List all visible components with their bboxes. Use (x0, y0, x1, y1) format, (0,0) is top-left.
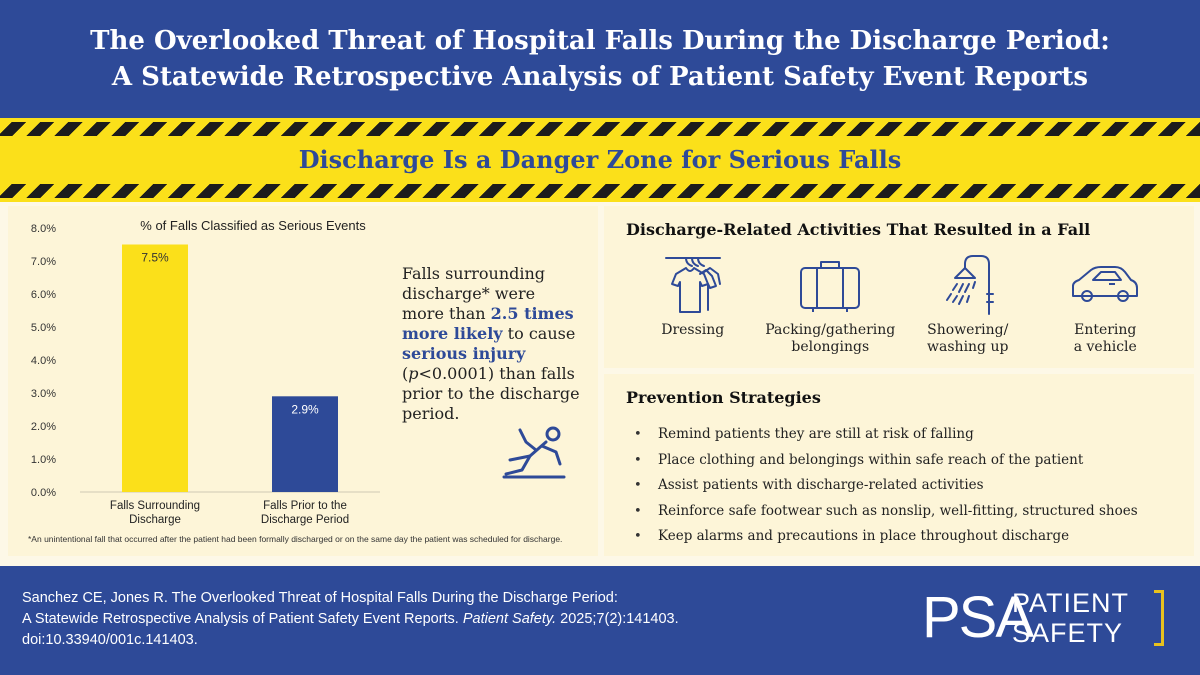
y-tick-label: 5.0% (30, 322, 56, 334)
activities-panel (604, 206, 1194, 368)
activity-label: Entering a vehicle (1073, 322, 1137, 355)
banner-title: Discharge Is a Danger Zone for Serious Falls (298, 145, 902, 174)
activity-packing (762, 254, 900, 356)
citation-journal: Patient Safety. (462, 611, 557, 627)
bar (122, 245, 188, 493)
chart-panel (8, 206, 598, 556)
y-tick-label: 1.0% (30, 454, 56, 466)
callout-text-2: to cause (502, 324, 576, 343)
callout-text-4: <0.0001) than falls prior to the discharge period. (402, 364, 580, 423)
citation (22, 588, 902, 651)
strategy-text: Place clothing and belongings within safe reach of the patient (658, 451, 1084, 468)
x-tick-label: Falls Prior to the (263, 500, 347, 512)
list-item (634, 422, 1138, 448)
list-item (634, 473, 1138, 499)
hazard-stripe-top (0, 122, 1200, 136)
callout-p-symbol: p (408, 364, 419, 383)
activities-list (624, 254, 1174, 356)
bar-data-label: 7.5% (141, 250, 169, 265)
activity-label: Showering/ washing up (927, 322, 1009, 355)
strategy-text: Assist patients with discharge-related activities (658, 477, 984, 493)
prevention-panel (604, 374, 1194, 556)
shower-icon (937, 254, 999, 316)
strategy-text: Reinforce safe footwear such as nonslip, well-fitting, structured shoes (658, 502, 1138, 519)
y-tick-label: 3.0% (30, 388, 56, 400)
activity-label: Packing/gathering belongings (765, 322, 896, 355)
activity-vehicle (1037, 254, 1175, 356)
main-title-line-2: A Statewide Retrospective Analysis of Patient Safety Event Reports (111, 62, 1089, 92)
bar-data-label: 2.9% (291, 402, 319, 417)
bullet-icon: • (634, 427, 642, 442)
chart-title: % of Falls Classified as Serious Events (140, 218, 366, 233)
danger-zone-banner (0, 118, 1200, 202)
prevention-list (634, 422, 1138, 550)
callout-text-3: ( (402, 364, 409, 383)
bullet-icon: • (634, 452, 642, 468)
strategy-text: Keep alarms and precautions in place throughout discharge (658, 528, 1070, 544)
list-item (634, 524, 1138, 550)
logo-word-safety: SAFETY (1012, 618, 1124, 648)
citation-doi: doi:10.33940/001c.141403. (22, 632, 198, 648)
citation-volume: 2025;7(2):141403. (556, 611, 679, 627)
header-banner (0, 0, 1200, 118)
main-title-line-1: The Overlooked Threat of Hospital Falls During the Discharge Period: (90, 26, 1110, 56)
chart-footnote: *An unintentional fall that occurred after the patient had been formally discharged or on the same day the patient was scheduled for discharge. (28, 534, 563, 544)
activities-title: Discharge-Related Activities That Resulted in a Fall (626, 220, 1091, 239)
bullet-icon: • (634, 529, 642, 544)
citation-line-1: Sanchez CE, Jones R. The Overlooked Threat of Hospital Falls During the Discharge Period: (22, 590, 618, 606)
hazard-stripe-bottom (0, 184, 1200, 198)
falling-person-icon (500, 420, 570, 480)
logo-word-patient: PATIENT (1012, 588, 1130, 618)
prevention-title: Prevention Strategies (626, 388, 821, 407)
car-icon (1069, 254, 1141, 316)
list-item (634, 499, 1138, 525)
y-tick-label: 4.0% (30, 355, 56, 367)
strategy-text: Remind patients they are still at risk of falling (658, 426, 974, 442)
psa-patient-safety-logo (922, 586, 1172, 652)
bullet-icon: • (634, 478, 642, 493)
activity-dressing (624, 254, 762, 356)
statistic-callout (402, 264, 582, 424)
logo-mark: PSA (922, 585, 1033, 650)
x-tick-label: Discharge Period (260, 514, 350, 526)
activity-label: Dressing (661, 322, 725, 338)
y-tick-label: 7.0% (30, 256, 56, 268)
bullet-icon: • (634, 503, 642, 519)
y-tick-label: 6.0% (30, 289, 56, 301)
footer-bar (0, 566, 1200, 675)
callout-emphasis-likelihood: 2.5 times more likely (402, 304, 574, 343)
citation-line-2 (22, 609, 902, 630)
y-tick-label: 2.0% (30, 421, 56, 433)
citation-title-part: A Statewide Retrospective Analysis of Patient Safety Event Reports. (22, 611, 463, 627)
activity-showering (899, 254, 1037, 356)
x-tick-label: Discharge (129, 514, 181, 526)
callout-emphasis-injury: serious injury (402, 344, 526, 363)
list-item (634, 448, 1138, 474)
x-tick-label: Falls Surrounding (109, 500, 201, 512)
y-tick-label: 8.0% (30, 223, 56, 235)
callout-text-1: Falls surrounding discharge* were more than (402, 264, 546, 323)
logo-bracket (1154, 590, 1164, 646)
y-tick-label: 0.0% (30, 487, 56, 499)
suitcase-icon (799, 254, 861, 316)
clothes-hanger-icon (662, 254, 724, 316)
